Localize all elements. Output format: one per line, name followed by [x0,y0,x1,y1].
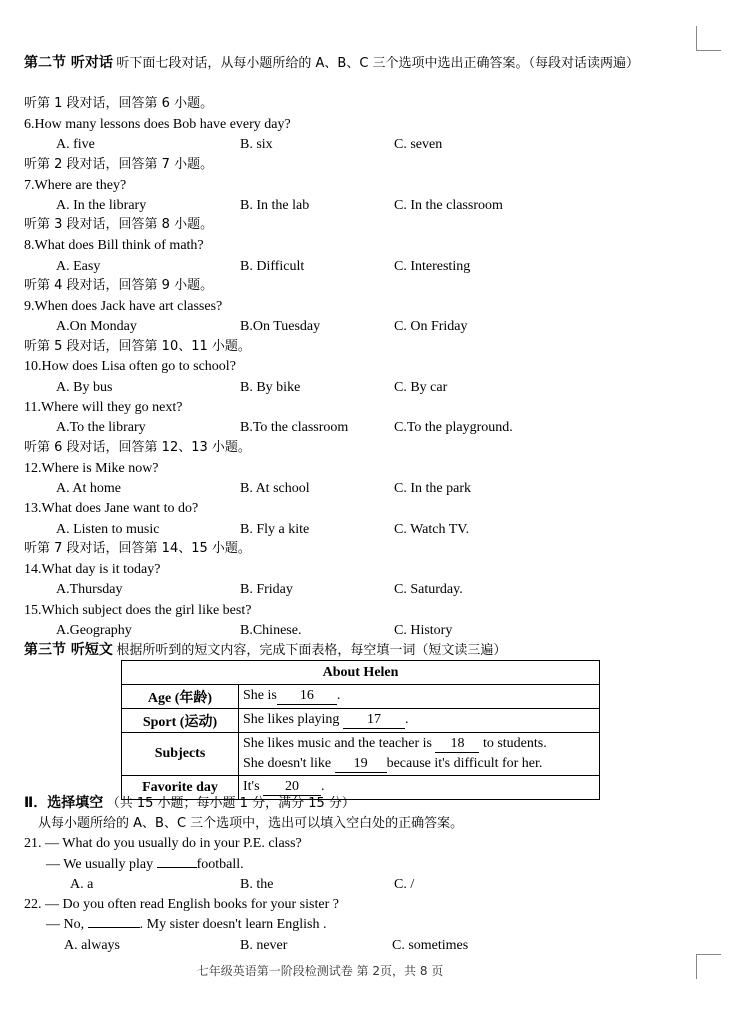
period: . [404,712,409,727]
part2-header [24,794,355,813]
option-c: C. Interesting [394,259,471,274]
section3-title: 第三节 听短文 [24,642,113,658]
option-a: A. At home [56,481,121,496]
sport-cell [239,709,600,733]
blank-18: 18 [435,736,479,753]
option-a: A. five [56,137,95,152]
subjects-line-1 [243,734,595,754]
option-a: A.On Monday [56,319,137,334]
dialogue-intro: 听第 7 段对话，回答第 14、15 小题。 [24,541,251,556]
subjects-l1-post: to students. [482,736,547,751]
crop-mark-bottom-right [696,954,721,979]
option-c: C. Saturday. [394,582,463,597]
question-12: 12.Where is Mike now? [24,461,159,476]
option-b: B. Friday [240,582,293,597]
subjects-l1-pre: She likes music and the teacher is [243,736,432,751]
sport-text: She likes playing [243,712,340,727]
question-21-answer [46,856,244,874]
table-row [122,709,600,733]
question-21: 21. — What do you usually do in your P.E. class? [24,836,302,851]
dialogue-intro: 听第 5 段对话，回答第 10、11 小题。 [24,339,251,354]
favday-text: It's [243,779,260,794]
option-a: A.Geography [56,623,132,638]
option-b: B.Chinese. [240,623,302,638]
option-c: C. / [394,877,415,892]
blank-17: 17 [343,712,405,729]
question-10: 10.How does Lisa often go to school? [24,359,236,374]
option-c: C. By car [394,380,448,395]
dialogue-intro: 听第 6 段对话，回答第 12、13 小题。 [24,440,251,455]
option-c: C. seven [394,137,443,152]
option-b: B.On Tuesday [240,319,321,334]
section2-header [24,53,696,74]
option-c: C. In the classroom [394,198,503,213]
option-b: B. never [240,938,288,953]
period: . [321,779,325,794]
blank-20: 20 [263,779,321,796]
table-row [122,685,600,709]
option-a: A. By bus [56,380,113,395]
q21-pre: — We usually play [46,857,154,872]
part2-instruction: 从每小题所给的 A、B、C 三个选项中，选出可以填入空白处的正确答案。 [38,816,464,831]
subjects-l2-pre: She doesn't like [243,756,332,771]
dialogue-intro: 听第 4 段对话，回答第 9 小题。 [24,278,214,293]
option-b: B.To the classroom [240,420,349,435]
question-22: 22. — Do you often read English books for your sister ? [24,897,339,912]
q21-blank [157,867,197,868]
page-footer: 七年级英语第一阶段检测试卷 第 2页，共 8 页 [196,964,444,978]
option-b: B. By bike [240,380,301,395]
q22-post: . My sister doesn't learn English . [139,917,327,932]
option-a: A. a [70,877,94,892]
option-a: A.Thursday [56,582,123,597]
option-a: A. Listen to music [56,522,160,537]
option-b: B. In the lab [240,198,310,213]
q21-post: football. [196,857,244,872]
dialogue-intro: 听第 1 段对话，回答第 6 小题。 [24,96,214,111]
section3-instruction: 根据所听到的短文内容，完成下面表格，每空填一词（短文读三遍） [116,643,507,658]
part2-score: （共 15 小题；每小题 1 分，满分 15 分） [106,796,355,811]
option-a: A.To the library [56,420,146,435]
crop-mark-top-right [696,26,721,51]
option-b: B. Fly a kite [240,522,310,537]
option-c: C.To the playground. [394,420,513,435]
question-22-answer [46,916,326,934]
question-11: 11.Where will they go next? [24,400,183,415]
favday-label: Favorite day [122,776,239,800]
option-a: A. always [64,938,120,953]
option-a: A. In the library [56,198,147,213]
question-15: 15.Which subject does the girl like best? [24,603,252,618]
table-header: About Helen [122,661,600,685]
option-b: B. six [240,137,273,152]
section3-header [24,641,506,660]
subjects-cell [239,733,600,776]
part2-title: Ⅱ．选择填空 [24,795,104,811]
table-row [122,733,600,776]
option-c: C. sometimes [392,938,469,953]
question-13: 13.What does Jane want to do? [24,501,199,516]
age-cell [239,685,600,709]
option-b: B. At school [240,481,310,496]
option-b: B. Difficult [240,259,305,274]
table-row [122,661,600,685]
sport-label: Sport (运动) [122,709,239,733]
question-8: 8.What does Bill think of math? [24,238,204,253]
section2-instruction: 听下面七段对话，从每小题所给的 A、B、C 三个选项中选出正确答案。（每段对话读两遍） [116,56,640,71]
helen-table [121,660,600,800]
blank-19: 19 [335,756,387,773]
question-14: 14.What day is it today? [24,562,161,577]
blank-16: 16 [277,688,337,705]
question-9: 9.When does Jack have art classes? [24,299,223,314]
period: . [336,688,341,703]
dialogue-intro: 听第 2 段对话，回答第 7 小题。 [24,157,214,172]
q22-pre: — No, [46,917,85,932]
question-7: 7.Where are they? [24,178,127,193]
option-c: C. In the park [394,481,471,496]
option-b: B. the [240,877,274,892]
age-text: She is [243,688,277,703]
subjects-l2-post: because it's difficult for her. [386,756,543,771]
age-label: Age (年龄) [122,685,239,709]
question-6: 6.How many lessons does Bob have every day? [24,117,291,132]
dialogue-intro: 听第 3 段对话，回答第 8 小题。 [24,217,214,232]
option-c: C. History [394,623,453,638]
subjects-line-2 [243,754,595,774]
q22-blank [88,927,140,928]
option-a: A. Easy [56,259,101,274]
section2-title: 第二节 听对话 [24,55,113,71]
subjects-label: Subjects [122,733,239,776]
option-c: C. On Friday [394,319,468,334]
option-c: C. Watch TV. [394,522,470,537]
